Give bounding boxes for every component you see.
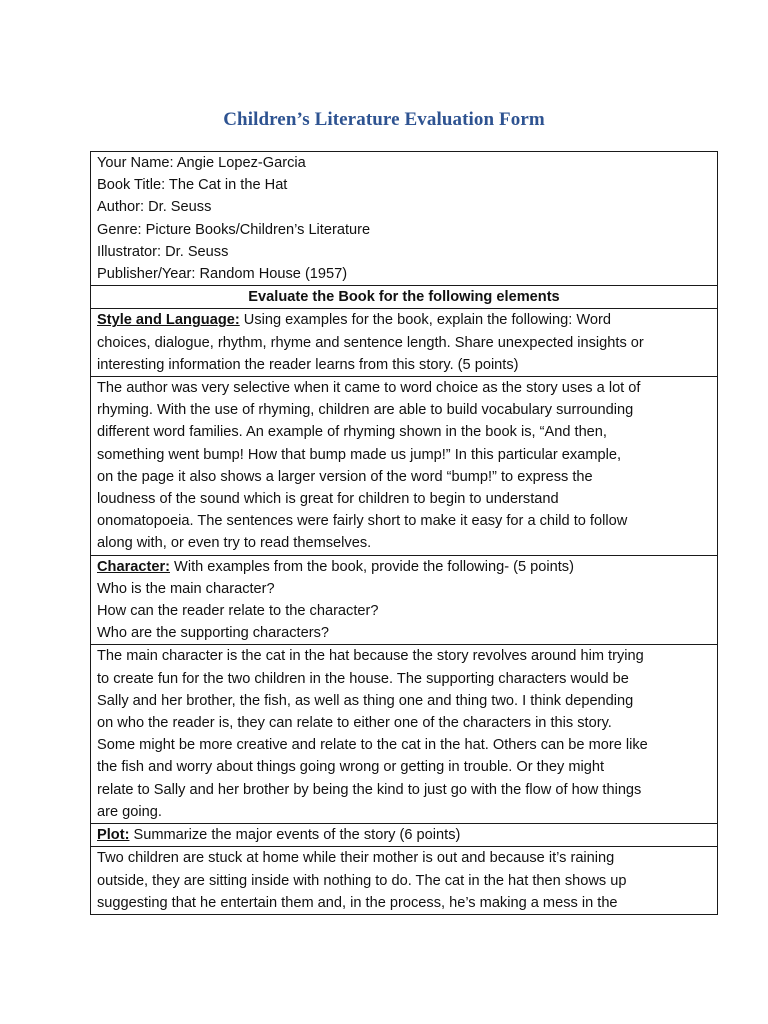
style-prompt-text: Using examples for the book, explain the following: Word <box>239 312 611 329</box>
style-prompt-line-2: choices, dialogue, rhythm, rhyme and sentence length. Share unexpected insights or <box>97 334 644 351</box>
character-answer-line: on who the reader is, they can relate to either one of the characters in this story. <box>97 715 612 732</box>
evaluate-header-row <box>91 286 718 309</box>
your-name-line: Your Name: Angie Lopez-Garcia <box>97 155 306 171</box>
character-answer-cell <box>91 645 718 824</box>
plot-answer-line: suggesting that he entertain them and, in the process, he’s making a mess in the <box>97 894 618 911</box>
character-label: Character: <box>97 558 170 575</box>
style-answer-line: The author was very selective when it came to word choice as the story uses a lot of <box>97 380 641 397</box>
character-answer-line: the fish and worry about things going wrong or getting in trouble. Or they might <box>97 759 605 776</box>
style-answer-line: different word families. An example of rhyming shown in the book is, “And then, <box>97 424 607 441</box>
plot-answer-line: Two children are stuck at home while their mother is out and because it’s raining <box>97 850 615 867</box>
style-answer-line: onomatopoeia. The sentences were fairly short to make it easy for a child to follow <box>97 513 628 530</box>
style-prompt-line-1 <box>97 309 711 331</box>
style-answer-cell <box>91 377 718 556</box>
character-prompt-line-1 <box>97 556 711 578</box>
character-answer-line: are going. <box>97 803 162 820</box>
plot-prompt-line <box>97 824 711 846</box>
character-answer-line: to create fun for the two children in the house. The supporting characters would be <box>97 670 629 687</box>
book-info-row <box>91 152 718 286</box>
character-answer-row <box>91 645 718 824</box>
plot-prompt-row <box>91 824 718 847</box>
plot-answer-row <box>91 847 718 914</box>
evaluate-header-cell: Evaluate the Book for the following elements <box>91 286 718 309</box>
illustrator-line: Illustrator: Dr. Seuss <box>97 243 229 260</box>
character-question-main: Who is the main character? <box>97 580 275 597</box>
style-answer-line: loudness of the sound which is great for children to begin to understand <box>97 491 559 508</box>
publisher-year-line: Publisher/Year: Random House (1957) <box>97 266 348 283</box>
book-info-cell <box>91 152 718 286</box>
plot-prompt-cell <box>91 824 718 847</box>
style-answer-row <box>91 377 718 556</box>
character-prompt-cell <box>91 555 718 645</box>
evaluation-form-table <box>90 151 718 915</box>
genre-line: Genre: Picture Books/Children’s Literature <box>97 221 371 238</box>
style-answer-line: something went bump! How that bump made us jump!” In this particular example, <box>97 446 621 463</box>
style-answer-line: on the page it also shows a larger version of the word “bump!” to express the <box>97 468 593 485</box>
plot-answer-line: outside, they are sitting inside with nothing to do. The cat in the hat then shows up <box>97 872 627 889</box>
author-line: Author: Dr. Seuss <box>97 199 212 216</box>
character-answer-line: The main character is the cat in the hat because the story revolves around him trying <box>97 648 644 665</box>
style-label: Style and Language: <box>97 312 240 329</box>
plot-label: Plot: <box>97 827 130 844</box>
character-question-supporting: Who are the supporting characters? <box>97 625 330 642</box>
book-title-line: Book Title: The Cat in the Hat <box>97 177 288 194</box>
character-answer-line: relate to Sally and her brother by being the kind to just go with the flow of how things <box>97 781 642 798</box>
character-answer-line: Sally and her brother, the fish, as well as thing one and thing two. I think depending <box>97 692 634 709</box>
character-prompt-text: With examples from the book, provide the following- (5 points) <box>170 558 574 575</box>
plot-answer-cell <box>91 847 718 914</box>
style-answer-line: rhyming. With the use of rhyming, children are able to build vocabulary surrounding <box>97 402 634 419</box>
style-answer-line: along with, or even try to read themselves. <box>97 535 372 552</box>
character-answer-line: Some might be more creative and relate to the cat in the hat. Others can be more like <box>97 737 648 754</box>
form-title: Children’s Literature Evaluation Form <box>223 109 545 130</box>
style-prompt-cell <box>91 309 718 377</box>
style-prompt-line-3: interesting information the reader learns from this story. (5 points) <box>97 356 519 373</box>
character-question-relate: How can the reader relate to the character? <box>97 603 379 620</box>
plot-prompt-text: Summarize the major events of the story (6 points) <box>129 827 461 844</box>
character-prompt-row <box>91 555 718 645</box>
style-prompt-row <box>91 309 718 377</box>
